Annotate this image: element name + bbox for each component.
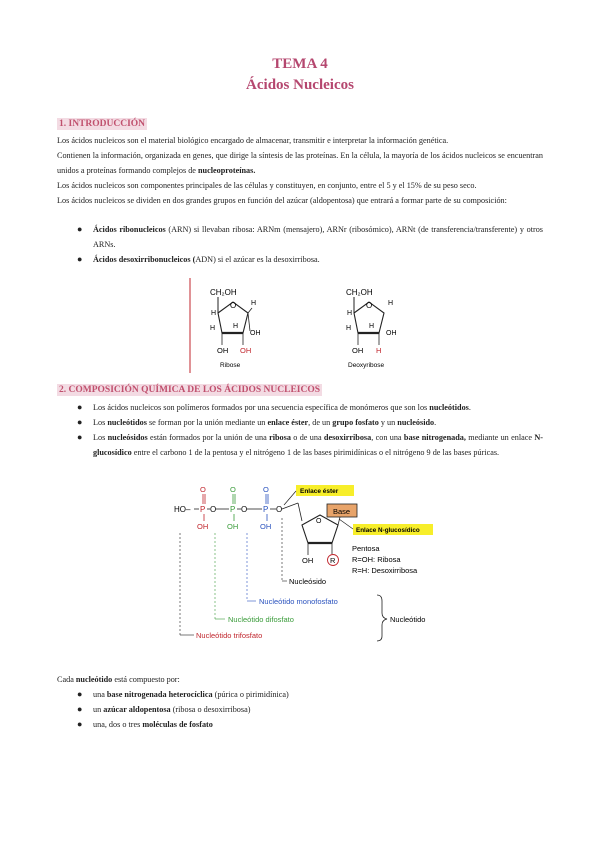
deoxy-label: Deoxyribose: [348, 362, 385, 369]
svg-text:OH: OH: [227, 522, 239, 531]
deoxy-h3: H: [346, 325, 352, 332]
r-h-label: R=H: Desoxirribosa: [352, 566, 418, 575]
deoxy-h5: H: [376, 346, 382, 355]
svg-text:OH: OH: [302, 556, 314, 565]
nucleotide-diagram: [170, 483, 440, 653]
deoxy-h1: H: [347, 310, 353, 317]
deoxy-ch2oh: CH₂OH: [346, 288, 373, 297]
mono-label: Nucleótido monofosfato: [259, 597, 338, 606]
list-item: ● Ácidos desoxirribonucleicos (ADN) si el azúcar es la desoxirribosa.: [77, 254, 320, 264]
nucleotide-components-list: [57, 687, 543, 732]
svg-text:O: O: [316, 518, 322, 525]
ester-label: Enlace éster: [300, 488, 339, 495]
list-item: ● un azúcar aldopentosa (ribosa o desoxirribosa): [77, 704, 251, 714]
composition-list: [57, 400, 543, 460]
nglu-label: Enlace N-glucosídico: [356, 527, 420, 534]
list-item: ● Los ácidos nucleicos son polímeros formados por una secuencia específica de monómeros que son los nucleótidos.: [77, 402, 471, 412]
nucleosido-label: Nucleósido: [289, 577, 327, 586]
list-item: ● Los nucleósidos están formados por la unión de una ribosa o de una desoxirribosa, con una base nitrogenada, mediante un enlace N-glucosídico entre el carbono 1 de la pentosa y el nitrógeno 1 de las bases pirimidínicas o el nitrógeno 9 de las bases púricas.: [77, 432, 543, 457]
ribose-h1: H: [211, 310, 217, 317]
ribose-ch2oh: CH₂OH: [210, 288, 237, 297]
svg-text:O: O: [276, 505, 283, 514]
phosphate-2: [227, 485, 247, 531]
paragraph-4: Los ácidos nucleicos se dividen en dos grandes grupos en función del azúcar (aldopentosa) que entrará a formar parte de su composición:: [57, 196, 507, 205]
deoxy-oh1: OH: [386, 330, 397, 337]
ribose-oh3: OH: [240, 346, 252, 355]
tri-label: Nucleótido trifosfato: [196, 631, 263, 640]
ribose-ring-o: O: [230, 301, 237, 310]
deoxyribose-structure: [346, 288, 397, 369]
nucleic-acid-types-list: [57, 222, 543, 267]
page-subtitle: Ácidos Nucleicos: [246, 77, 354, 93]
section-heading-composition: 2. COMPOSICIÓN QUÍMICA DE LOS ÁCIDOS NUCLEICOS: [59, 385, 321, 395]
ribose-label: Ribose: [220, 362, 241, 369]
diagram-ho: HO–: [174, 505, 191, 514]
r-label: R: [330, 556, 336, 565]
sugar-structures-figure: [188, 278, 408, 373]
nucleotido-label: Nucleótido: [390, 615, 426, 624]
svg-text:P: P: [200, 505, 206, 514]
list-item: ● Ácidos ribonucleicos (ARN) si llevaban ribosa: ARNm (mensajero), ARNr (ribosómico), ARNt (de transferencia/transferente) y otros ARNs.: [77, 224, 543, 249]
svg-text:O: O: [230, 485, 236, 494]
pentosa-label: Pentosa: [352, 544, 380, 553]
list-item: ● una, dos o tres moléculas de fosfato: [77, 719, 213, 729]
paragraph-2: Contienen la información, organizada en genes, que dirige la síntesis de las proteínas. En la célula, la mayoría de los ácidos nucleicos se encuentran unidos a proteínas formando complejos de nucleoproteínas.: [57, 151, 543, 175]
svg-text:O: O: [241, 505, 248, 514]
section-heading-intro: 1. INTRODUCCIÓN: [59, 119, 146, 129]
base-label: Base: [333, 507, 351, 516]
svg-text:OH: OH: [260, 522, 272, 531]
svg-text:O: O: [200, 485, 206, 494]
svg-text:P: P: [263, 505, 269, 514]
paragraph-1: Los ácidos nucleicos son el material biológico encargado de almacenar, transmitir e interpretar la información genética.: [57, 136, 449, 145]
page-title: TEMA 4: [272, 56, 328, 72]
ribose-structure: [210, 288, 261, 369]
r-oh-label: R=OH: Ribosa: [352, 555, 401, 564]
svg-text:P: P: [230, 505, 236, 514]
phosphate-1: [197, 485, 216, 531]
ribose-h4: H: [233, 323, 239, 330]
svg-text:O: O: [210, 505, 217, 514]
phosphate-3: [260, 485, 282, 531]
ribose-oh1: OH: [250, 330, 261, 337]
list-item: ● una base nitrogenada heterocíclica (púrica o pirimidínica): [77, 689, 289, 699]
nucleotide-composition-intro: Cada nucleótido está compuesto por:: [57, 675, 180, 684]
deoxy-oh2: OH: [352, 346, 364, 355]
di-label: Nucleótido difosfato: [228, 615, 294, 624]
deoxy-h4: H: [369, 323, 375, 330]
deoxy-h2: H: [388, 300, 394, 307]
list-item: ● Los nucleótidos se forman por la unión mediante un enlace éster, de un grupo fosfato y un nucleósido.: [77, 417, 437, 427]
svg-text:O: O: [263, 485, 269, 494]
ribose-oh2: OH: [217, 346, 229, 355]
paragraph-3: Los ácidos nucleicos son componentes principales de las células y constituyen, en conjunto, entre el 5 y el 15% de su peso seco.: [57, 181, 477, 190]
ribose-h2: H: [251, 300, 257, 307]
nucleotide-brace: [377, 595, 387, 641]
svg-text:OH: OH: [197, 522, 209, 531]
deoxy-ring-o: O: [366, 301, 373, 310]
ribose-h3: H: [210, 325, 216, 332]
